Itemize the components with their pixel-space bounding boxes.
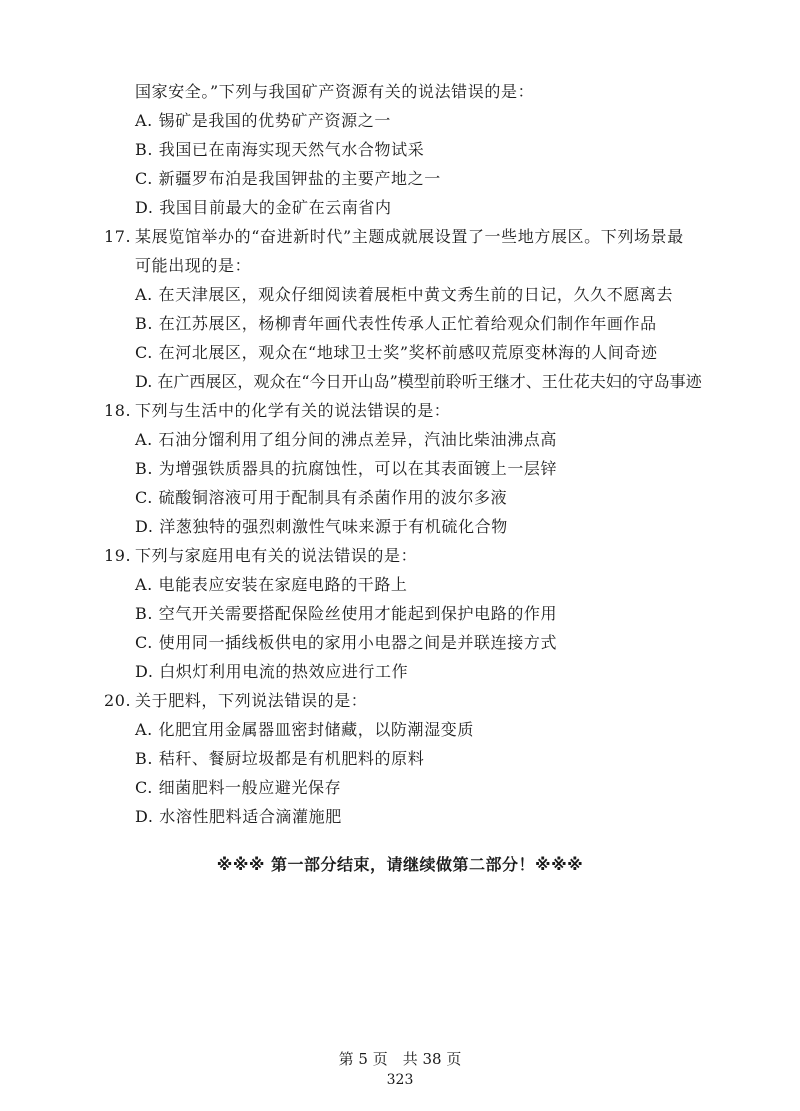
q18-stem: 下列与生活中的化学有关的说法错误的是：: [135, 401, 451, 420]
q17-stem-line1: 某展览馆举办的“奋进新时代”主题成就展设置了一些地方展区。下列场景最: [135, 227, 684, 246]
q17-stem-line2: 可能出现的是：: [135, 256, 252, 275]
q16-option-a: A. 锡矿是我国的优势矿产资源之一: [135, 111, 391, 130]
q19-option-c: C. 使用同一插线板供电的家用小电器之间是并联连接方式: [135, 633, 558, 652]
q16-option-b: B. 我国已在南海实现天然气水合物试采: [135, 140, 425, 159]
q20-stem: 关于肥料，下列说法错误的是：: [135, 691, 368, 710]
q17-option-d: D. 在广西展区，观众在“今日开山岛”模型前聆听王继才、王仕花夫妇的守岛事迹: [135, 372, 702, 391]
q20-number: 20.: [104, 691, 132, 710]
part-end-banner: ※※※ 第一部分结束，请继续做第二部分！※※※: [216, 855, 584, 874]
q16-option-d: D. 我国目前最大的金矿在云南省内: [135, 198, 392, 217]
q17-number: 17.: [104, 227, 132, 246]
q17-option-a: A. 在天津展区，观众仔细阅读着展柜中黄文秀生前的日记，久久不愿离去: [135, 285, 674, 304]
q20-option-c: C. 细菌肥料一般应避光保存: [135, 778, 342, 797]
q16-stem-tail: 国家安全。”下列与我国矿产资源有关的说法错误的是：: [135, 82, 535, 101]
q19-option-a: A. 电能表应安装在家庭电路的干路上: [135, 575, 408, 594]
q18-option-c: C. 硫酸铜溶液可用于配制具有杀菌作用的波尔多液: [135, 488, 508, 507]
q19-stem: 下列与家庭用电有关的说法错误的是：: [135, 546, 418, 565]
q19-number: 19.: [104, 546, 132, 565]
q19-option-b: B. 空气开关需要搭配保险丝使用才能起到保护电路的作用: [135, 604, 558, 623]
q18-option-a: A. 石油分馏利用了组分间的沸点差异，汽油比柴油沸点高: [135, 430, 557, 449]
q16-option-c: C. 新疆罗布泊是我国钾盐的主要产地之一: [135, 169, 441, 188]
q20-option-d: D. 水溶性肥料适合滴灌施肥: [135, 807, 342, 826]
q20-option-a: A. 化肥宜用金属器皿密封储藏，以防潮湿变质: [135, 720, 474, 739]
page-indicator: 第 5 页 共 38 页: [338, 1050, 462, 1068]
q18-number: 18.: [104, 401, 132, 420]
q19-option-d: D. 白炽灯利用电流的热效应进行工作: [135, 662, 409, 681]
q20-option-b: B. 秸秆、餐厨垃圾都是有机肥料的原料: [135, 749, 425, 768]
q17-option-c: C. 在河北展区，观众在“地球卫士奖”奖杯前感叹荒原变林海的人间奇迹: [135, 343, 658, 362]
q18-option-b: B. 为增强铁质器具的抗腐蚀性，可以在其表面镀上一层锌: [135, 459, 558, 478]
q18-option-d: D. 洋葱独特的强烈刺激性气味来源于有机硫化合物: [135, 517, 508, 536]
page-number: 323: [386, 1072, 414, 1088]
q17-option-b: B. 在江苏展区，杨柳青年画代表性传承人正忙着给观众们制作年画作品: [135, 314, 657, 333]
